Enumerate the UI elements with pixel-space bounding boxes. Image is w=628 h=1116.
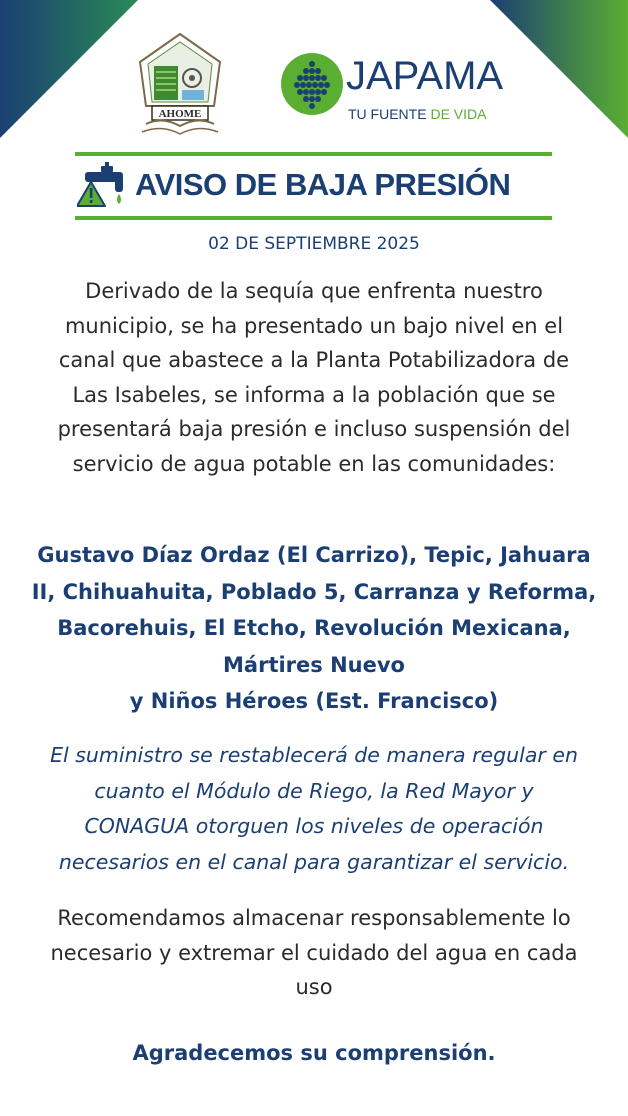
ahome-shield-icon <box>132 32 228 140</box>
notice-date: 02 DE SEPTIEMBRE 2025 <box>208 234 420 254</box>
japama-drop-logo-icon <box>280 52 344 116</box>
notice-title: AVISO DE BAJA PRESIÓN <box>135 167 511 202</box>
corner-decoration-left <box>0 0 140 140</box>
communities-list: Gustavo Díaz Ordaz (El Carrizo), Tepic, Jahuara II, Chihuahuita, Poblado 5, Carranza y Reforma, Bacorehuis, El Etcho, Revolución Mexicana, Mártires Nuevo <box>31 543 597 677</box>
recommendation-text: Recomendamos almacenar responsablemente lo necesario y extremar el cuidado del agua en cada uso <box>50 906 578 999</box>
japama-name: JAPAMA <box>346 54 504 98</box>
service-restoration-note: El suministro se restablecerá de manera regular en cuanto el Módulo de Riego, la Red Mayor y CONAGUA otorguen los niveles de operación necesarios en el canal para garantizar el servicio. <box>50 743 578 874</box>
communities-list-end: y Niños Héroes (Est. Francisco) <box>129 689 499 713</box>
japama-logo <box>280 50 540 130</box>
japama-tagline: TU FUENTE DE VIDA <box>348 106 487 122</box>
thanks-text: Agradecemos su comprensión. <box>132 1041 496 1065</box>
ahome-label: AHOME <box>158 108 202 120</box>
affected-communities <box>30 537 598 720</box>
title-divider-top <box>75 152 552 156</box>
warning-faucet-icon <box>77 160 129 210</box>
title-divider-bottom <box>75 216 552 220</box>
notice-intro: Derivado de la sequía que enfrenta nuestro municipio, se ha presentado un bajo nivel en el canal que abastece a la Planta Potabilizadora de Las Isabeles, se informa a la población que se presentará baja presión e incluso suspensión del servicio de agua potable en las comunidades: <box>57 279 571 476</box>
notice-title-bar <box>75 152 552 222</box>
